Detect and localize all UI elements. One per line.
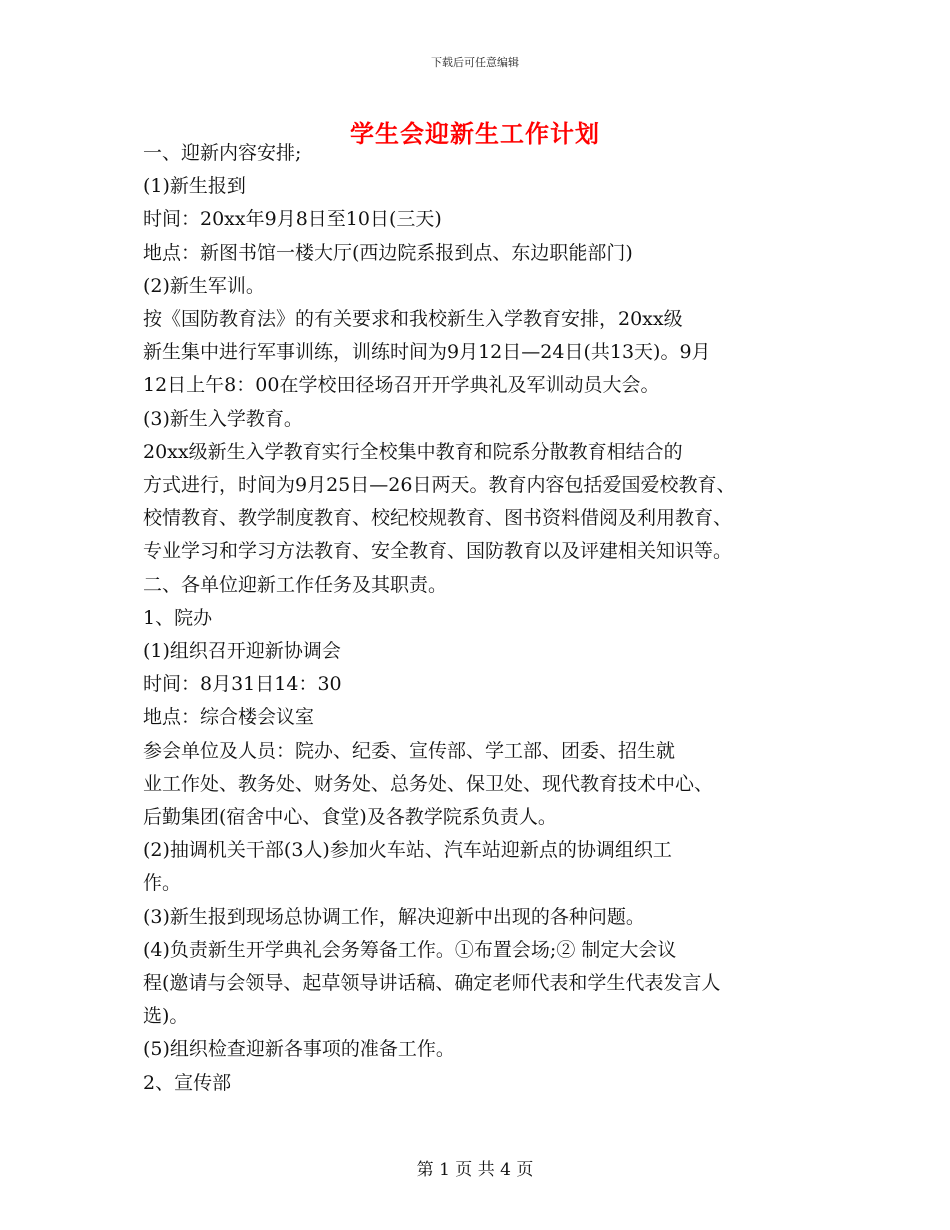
body-line: 二、各单位迎新工作任务及其职责。 [143,573,448,596]
body-line: 校情教育、教学制度教育、校纪校规教育、图书资料借阅及利用教育、 [143,507,733,530]
body-line: 地点：综合楼会议室 [143,706,315,729]
header-note: 下载后可任意编辑 [431,56,519,69]
body-line: (1)新生报到 [143,175,246,198]
body-line: (1)组织召开迎新协调会 [143,640,341,663]
body-line: 作。 [143,872,182,895]
body-line: (3)新生入学教育。 [143,407,303,430]
body-line: 地点：新图书馆一楼大厅(西边院系报到点、东边职能部门) [143,241,633,264]
body-line: 参会单位及人员：院办、纪委、宣传部、学工部、团委、招生就 [143,739,676,762]
body-line: 2、宣传部 [143,1071,232,1094]
body-line: 业工作处、教务处、财务处、总务处、保卫处、现代教育技术中心、 [143,772,714,795]
body-line: (5)组织检查迎新各事项的准备工作。 [143,1038,455,1061]
document-title: 学生会迎新生工作计划 [350,120,600,148]
body-line: 专业学习和学习方法教育、安全教育、国防教育以及评建相关知识等。 [143,540,733,563]
body-line: 程(邀请与会领导、起草领导讲话稿、确定老师代表和学生代表发言人 [143,972,721,995]
body-line: (3)新生报到现场总协调工作，解决迎新中出现的各种问题。 [143,905,645,928]
body-line: (2)抽调机关干部(3人)参加火车站、汽车站迎新点的协调组织工 [143,839,672,862]
body-line: 方式进行，时间为9月25日—26日两天。教育内容包括爱国爱校教育、 [143,474,736,497]
document-body [143,137,823,1100]
body-line: 12日上午8：00在学校田径场召开开学典礼及军训动员大会。 [143,374,660,397]
body-line: 按《国防教育法》的有关要求和我校新生入学教育安排，20xx级 [143,308,683,331]
body-line: 新生集中进行军事训练，训练时间为9月12日—24日(共13天)。9月 [143,341,711,364]
body-line: 时间：20xx年9月8日至10日(三天) [143,208,442,231]
body-line: 后勤集团(宿舍中心、食堂)及各教学院系负责人。 [143,806,557,829]
body-line: 1、院办 [143,606,213,629]
body-line: 选)。 [143,1005,189,1028]
body-line: 20xx级新生入学教育实行全校集中教育和院系分散教育相结合的 [143,440,683,463]
body-line: 时间：8月31日14：30 [143,673,342,696]
body-line: (4)负责新生开学典礼会务筹备工作。①布置会场;② 制定大会议 [143,938,677,961]
body-line: (2)新生军训。 [143,274,265,297]
page-footer: 第 1 页 共 4 页 [416,1160,534,1180]
body-line: 一、迎新内容安排; [143,142,302,164]
